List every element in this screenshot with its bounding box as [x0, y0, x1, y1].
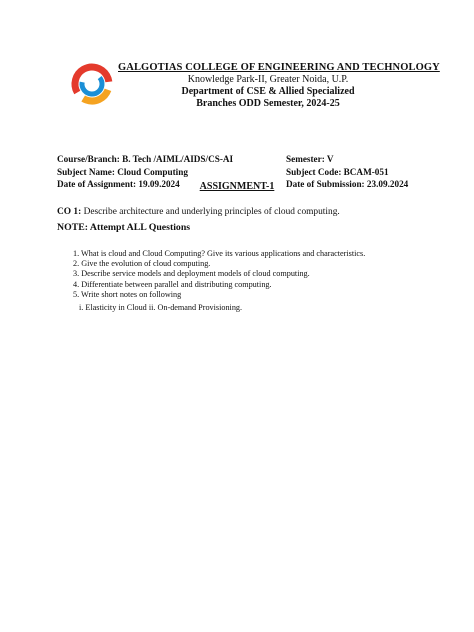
co-label: CO 1:: [57, 207, 82, 217]
course-branch: Course/Branch: B. Tech /AIML/AIDS/CS-AI: [57, 154, 234, 164]
assignment-title: ASSIGNMENT-1: [199, 181, 275, 192]
subject-code: Subject Code: BCAM-051: [286, 166, 389, 177]
semester: Semester: V: [286, 154, 334, 164]
letterhead: [118, 62, 440, 109]
question-item: 1. What is cloud and Cloud Computing? Give its various applications and characteristics.: [73, 249, 366, 258]
semester-line: Branches ODD Semester, 2024-25: [196, 98, 340, 109]
college-logo-icon: [70, 62, 114, 106]
subject-name: Subject Name: Cloud Computing: [57, 166, 188, 177]
question-item: 3. Describe service models and deployment models of cloud computing.: [73, 269, 310, 279]
question-sub-items: i. Elasticity in Cloud ii. On-demand Provisioning.: [79, 303, 243, 312]
course-outcome: [57, 207, 340, 217]
question-item: 2. Give the evolution of cloud computing.: [73, 259, 211, 269]
college-address: Knowledge Park-II, Greater Noida, U.P.: [187, 74, 349, 85]
co-text: Describe architecture and underlying principles of cloud computing.: [81, 207, 340, 217]
question-item: 4. Differentiate between parallel and distributing computing.: [73, 279, 272, 289]
department-name: Department of CSE & Allied Specialized: [181, 86, 355, 97]
date-of-assignment: Date of Assignment: 19.09.2024: [57, 179, 180, 189]
note-line: NOTE: Attempt ALL Questions: [57, 222, 191, 233]
question-list: [73, 249, 365, 300]
question-item: 5. Write short notes on following: [73, 289, 182, 299]
date-of-submission: Date of Submission: 23.09.2024: [286, 179, 409, 189]
college-name: GALGOTIAS COLLEGE OF ENGINEERING AND TECHNOLOGY: [118, 62, 440, 73]
